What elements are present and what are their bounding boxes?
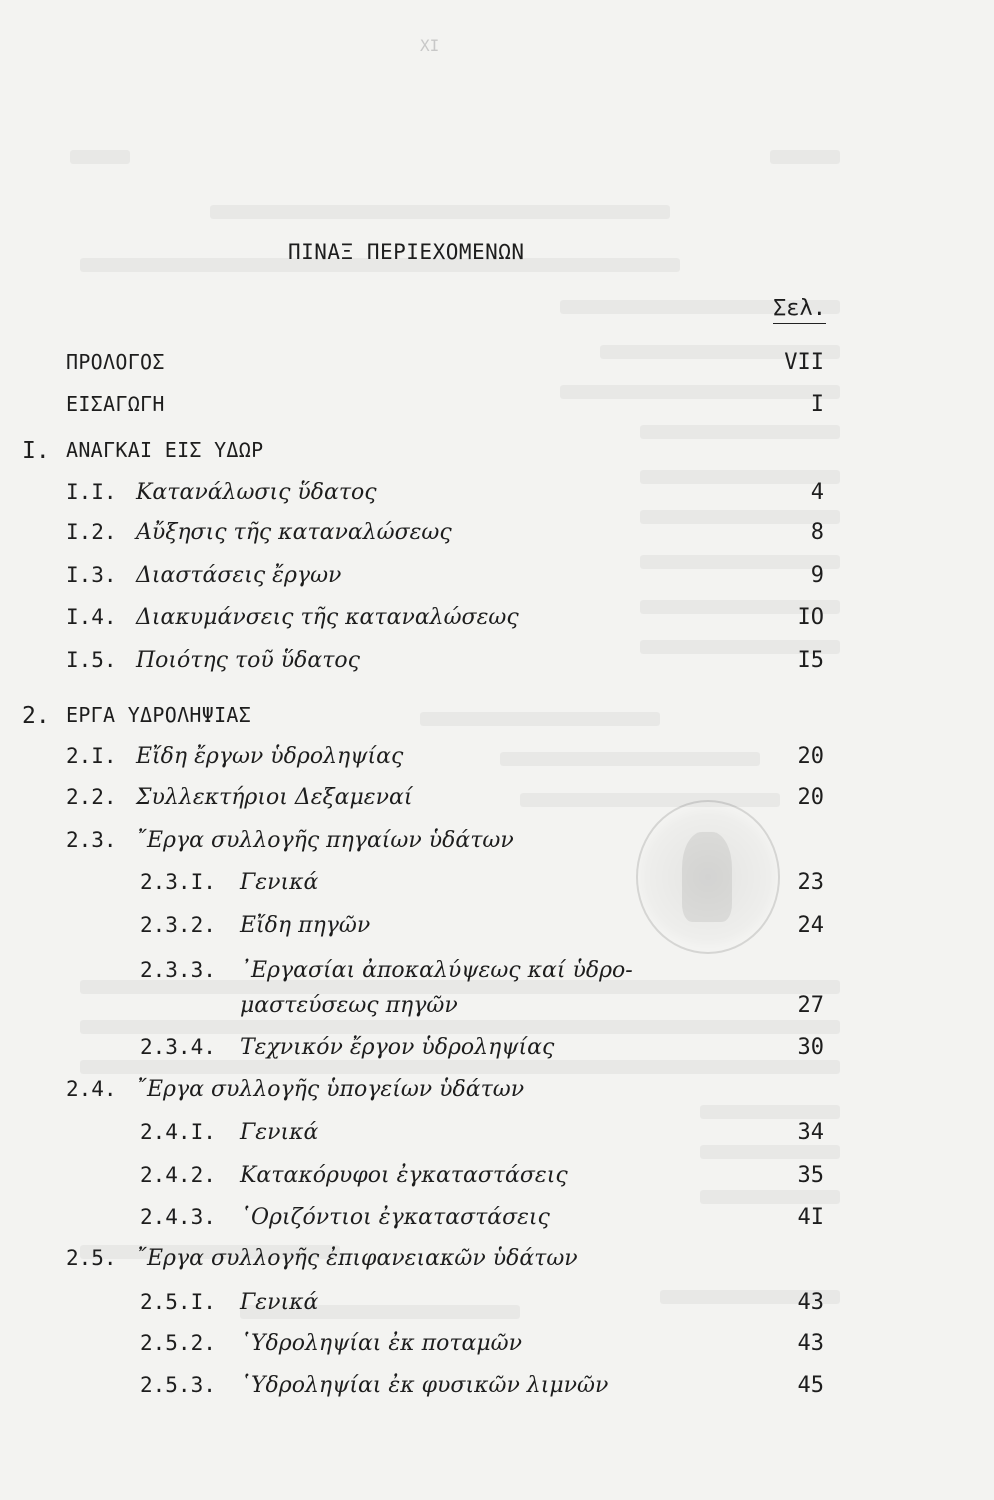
entry-page: 34 bbox=[797, 1120, 824, 1145]
entry-number: 2.3.4. bbox=[140, 1035, 216, 1059]
entry-title: Γενικά bbox=[240, 1120, 319, 1145]
entry-number: 2.2. bbox=[66, 785, 117, 809]
entry-title: Εἴδη ἔργων ὑδροληψίας bbox=[136, 744, 404, 769]
entry-page: 9 bbox=[810, 563, 824, 588]
entry-number: 2. bbox=[22, 703, 50, 729]
entry-page: 43 bbox=[797, 1290, 824, 1315]
entry-number: 2.3.I. bbox=[140, 870, 216, 894]
entry-title: ῾Υδροληψίαι ἐκ φυσικῶν λιμνῶν bbox=[240, 1373, 609, 1398]
toc-entry bbox=[0, 1035, 994, 1075]
toc-entry bbox=[0, 913, 994, 953]
toc-entry bbox=[0, 438, 994, 478]
entry-number: 2.5.I. bbox=[140, 1290, 216, 1314]
entry-title: Διαστάσεις ἔργων bbox=[136, 563, 342, 588]
toc-entry bbox=[0, 1290, 994, 1330]
entry-page: 20 bbox=[797, 785, 824, 810]
entry-page: I5 bbox=[797, 648, 824, 673]
toc-entry bbox=[0, 1205, 994, 1245]
entry-title: Τεχνικόν ἔργον ὑδροληψίας bbox=[240, 1035, 555, 1060]
entry-page: 8 bbox=[810, 520, 824, 545]
entry-page: 30 bbox=[797, 1035, 824, 1060]
toc-entry bbox=[0, 1163, 994, 1203]
entry-page: 20 bbox=[797, 744, 824, 769]
entry-page: 4 bbox=[810, 480, 824, 505]
toc-entry bbox=[0, 703, 994, 743]
entry-page: 43 bbox=[797, 1331, 824, 1356]
entry-title: μαστεύσεως πηγῶν bbox=[240, 993, 458, 1018]
toc-entry bbox=[0, 1373, 994, 1413]
toc-entry bbox=[0, 392, 994, 432]
entry-title: ΑΝΑΓΚΑΙ ΕΙΣ ΥΔΩΡ bbox=[66, 438, 264, 462]
entry-title: ῾Υδροληψίαι ἐκ ποταμῶν bbox=[240, 1331, 522, 1356]
toc-entry bbox=[0, 480, 994, 520]
entry-title: Αὔξησις τῆς καταναλώσεως bbox=[136, 520, 452, 545]
entry-title: Κατακόρυφοι ἐγκαταστάσεις bbox=[240, 1163, 568, 1188]
entry-title: ᾿Εργασίαι ἀποκαλύψεως καί ὑδρο- bbox=[240, 958, 633, 983]
entry-number: 2.4. bbox=[66, 1077, 117, 1101]
toc-entry bbox=[0, 744, 994, 784]
entry-number: 2.4.I. bbox=[140, 1120, 216, 1144]
toc-entry bbox=[0, 958, 994, 998]
toc-entry bbox=[0, 993, 994, 1033]
toc-entry bbox=[0, 563, 994, 603]
entry-page: VII bbox=[784, 350, 824, 375]
entry-number: 2.3. bbox=[66, 828, 117, 852]
entry-page: 35 bbox=[797, 1163, 824, 1188]
page-column-header: Σελ. bbox=[773, 296, 826, 324]
entry-title: Κατανάλωσις ὕδατος bbox=[136, 480, 377, 505]
entry-number: I. bbox=[22, 438, 50, 464]
entry-page: 4I bbox=[797, 1205, 824, 1230]
toc-entry bbox=[0, 520, 994, 560]
entry-page: 24 bbox=[797, 913, 824, 938]
entry-number: I.5. bbox=[66, 648, 117, 672]
toc-entry bbox=[0, 828, 994, 868]
entry-title: ῎Εργα συλλογῆς ἐπιφανειακῶν ὑδάτων bbox=[136, 1246, 578, 1271]
entry-title: ῾Οριζόντιοι ἐγκαταστάσεις bbox=[240, 1205, 550, 1230]
entry-number: 2.4.3. bbox=[140, 1205, 216, 1229]
entry-number: I.3. bbox=[66, 563, 117, 587]
entry-title: Συλλεκτήριοι Δεξαμεναί bbox=[136, 785, 413, 810]
toc-entry bbox=[0, 870, 994, 910]
entry-title: Ποιότης τοῦ ὕδατος bbox=[136, 648, 360, 673]
toc-entry bbox=[0, 350, 994, 390]
entry-title: Γενικά bbox=[240, 870, 319, 895]
entry-number: I.2. bbox=[66, 520, 117, 544]
entry-title: ΠΡΟΛΟΓΟΣ bbox=[66, 350, 165, 374]
toc-entry bbox=[0, 605, 994, 645]
page-number-mark: XI bbox=[420, 36, 440, 55]
entry-page: 23 bbox=[797, 870, 824, 895]
entry-number: 2.5.2. bbox=[140, 1331, 216, 1355]
entry-title: ΕΙΣΑΓΩΓΗ bbox=[66, 392, 165, 416]
entry-title: Διακυμάνσεις τῆς καταναλώσεως bbox=[136, 605, 519, 630]
entry-number: 2.I. bbox=[66, 744, 117, 768]
entry-page: IO bbox=[797, 605, 824, 630]
entry-title: ΕΡΓΑ ΥΔΡΟΛΗΨΙΑΣ bbox=[66, 703, 252, 727]
entry-number: 2.5. bbox=[66, 1246, 117, 1270]
entry-page: I bbox=[810, 392, 824, 417]
entry-number: I.I. bbox=[66, 480, 117, 504]
entry-title: ῎Εργα συλλογῆς ὑπογείων ὑδάτων bbox=[136, 1077, 525, 1102]
entry-title: ῎Εργα συλλογῆς πηγαίων ὑδάτων bbox=[136, 828, 514, 853]
toc-entry bbox=[0, 1331, 994, 1371]
entry-page: 45 bbox=[797, 1373, 824, 1398]
entry-number: 2.4.2. bbox=[140, 1163, 216, 1187]
toc-entry bbox=[0, 1246, 994, 1286]
toc-entry bbox=[0, 648, 994, 688]
entry-title: Γενικά bbox=[240, 1290, 319, 1315]
toc-entry bbox=[0, 1077, 994, 1117]
page-title: ΠΙΝΑΞ ΠΕΡΙΕΧΟΜΕΝΩΝ bbox=[288, 240, 525, 264]
entry-title: Εἴδη πηγῶν bbox=[240, 913, 371, 938]
toc-entry bbox=[0, 1120, 994, 1160]
entry-number: 2.5.3. bbox=[140, 1373, 216, 1397]
entry-number: 2.3.2. bbox=[140, 913, 216, 937]
entry-number: 2.3.3. bbox=[140, 958, 216, 982]
entry-number: I.4. bbox=[66, 605, 117, 629]
entry-page: 27 bbox=[797, 993, 824, 1018]
toc-entry bbox=[0, 785, 994, 825]
